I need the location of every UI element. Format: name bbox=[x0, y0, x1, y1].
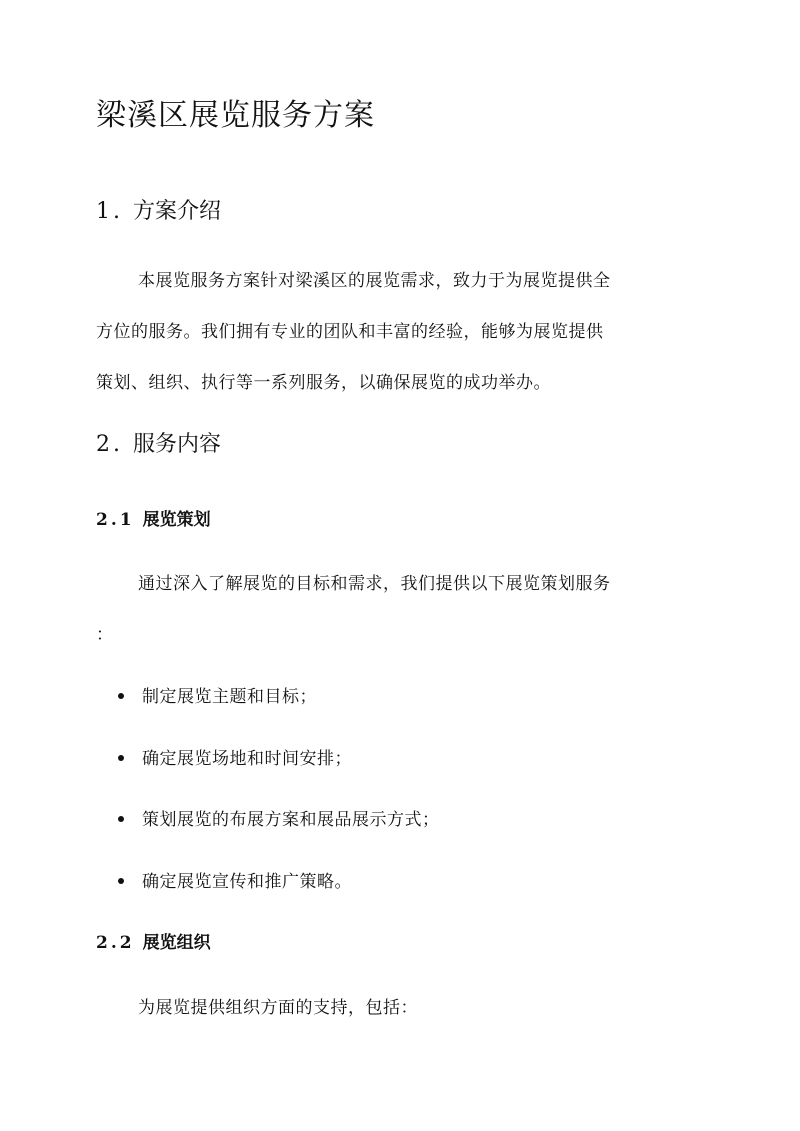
list-item-text: 制定展览主题和目标； bbox=[142, 687, 317, 707]
section-title: 服务内容 bbox=[133, 432, 222, 457]
paragraph-line: 策划、组织、执行等一系列服务，以确保展览的成功举办。 bbox=[96, 373, 551, 393]
subsection-heading-2-2 bbox=[96, 931, 211, 955]
bullet-icon bbox=[118, 816, 124, 822]
paragraph-line: ： bbox=[96, 625, 114, 645]
subsection-number: 2.2 bbox=[96, 933, 135, 953]
list-item-text: 确定展览宣传和推广策略。 bbox=[142, 872, 352, 892]
list-item bbox=[118, 869, 352, 896]
subsection-title: 展览组织 bbox=[142, 933, 211, 953]
subsection-title: 展览策划 bbox=[142, 510, 211, 530]
list-item-text: 确定展览场地和时间安排； bbox=[142, 749, 352, 769]
list-item bbox=[118, 746, 352, 773]
section-number: 2. bbox=[96, 432, 123, 457]
section-heading-2 bbox=[96, 430, 221, 460]
section-heading-1 bbox=[96, 197, 221, 227]
paragraph-line: 方位的服务。我们拥有专业的团队和丰富的经验，能够为展览提供 bbox=[96, 322, 604, 342]
subsection-heading-2-1 bbox=[96, 508, 211, 532]
bullet-icon bbox=[118, 693, 124, 699]
paragraph-line: 为展览提供组织方面的支持，包括： bbox=[138, 998, 418, 1018]
section-number: 1. bbox=[96, 199, 123, 224]
paragraph-line: 通过深入了解展览的目标和需求，我们提供以下展览策划服务 bbox=[138, 574, 611, 594]
paragraph-line: 本展览服务方案针对梁溪区的展览需求，致力于为展览提供全 bbox=[138, 271, 611, 291]
document-title: 梁溪区展览服务方案 bbox=[96, 98, 375, 133]
bullet-icon bbox=[118, 755, 124, 761]
section-title: 方案介绍 bbox=[133, 199, 222, 224]
list-item-text: 策划展览的布展方案和展品展示方式； bbox=[142, 810, 440, 830]
list-item bbox=[118, 807, 440, 834]
bullet-icon bbox=[118, 878, 124, 884]
list-item bbox=[118, 684, 317, 711]
subsection-number: 2.1 bbox=[96, 510, 135, 530]
